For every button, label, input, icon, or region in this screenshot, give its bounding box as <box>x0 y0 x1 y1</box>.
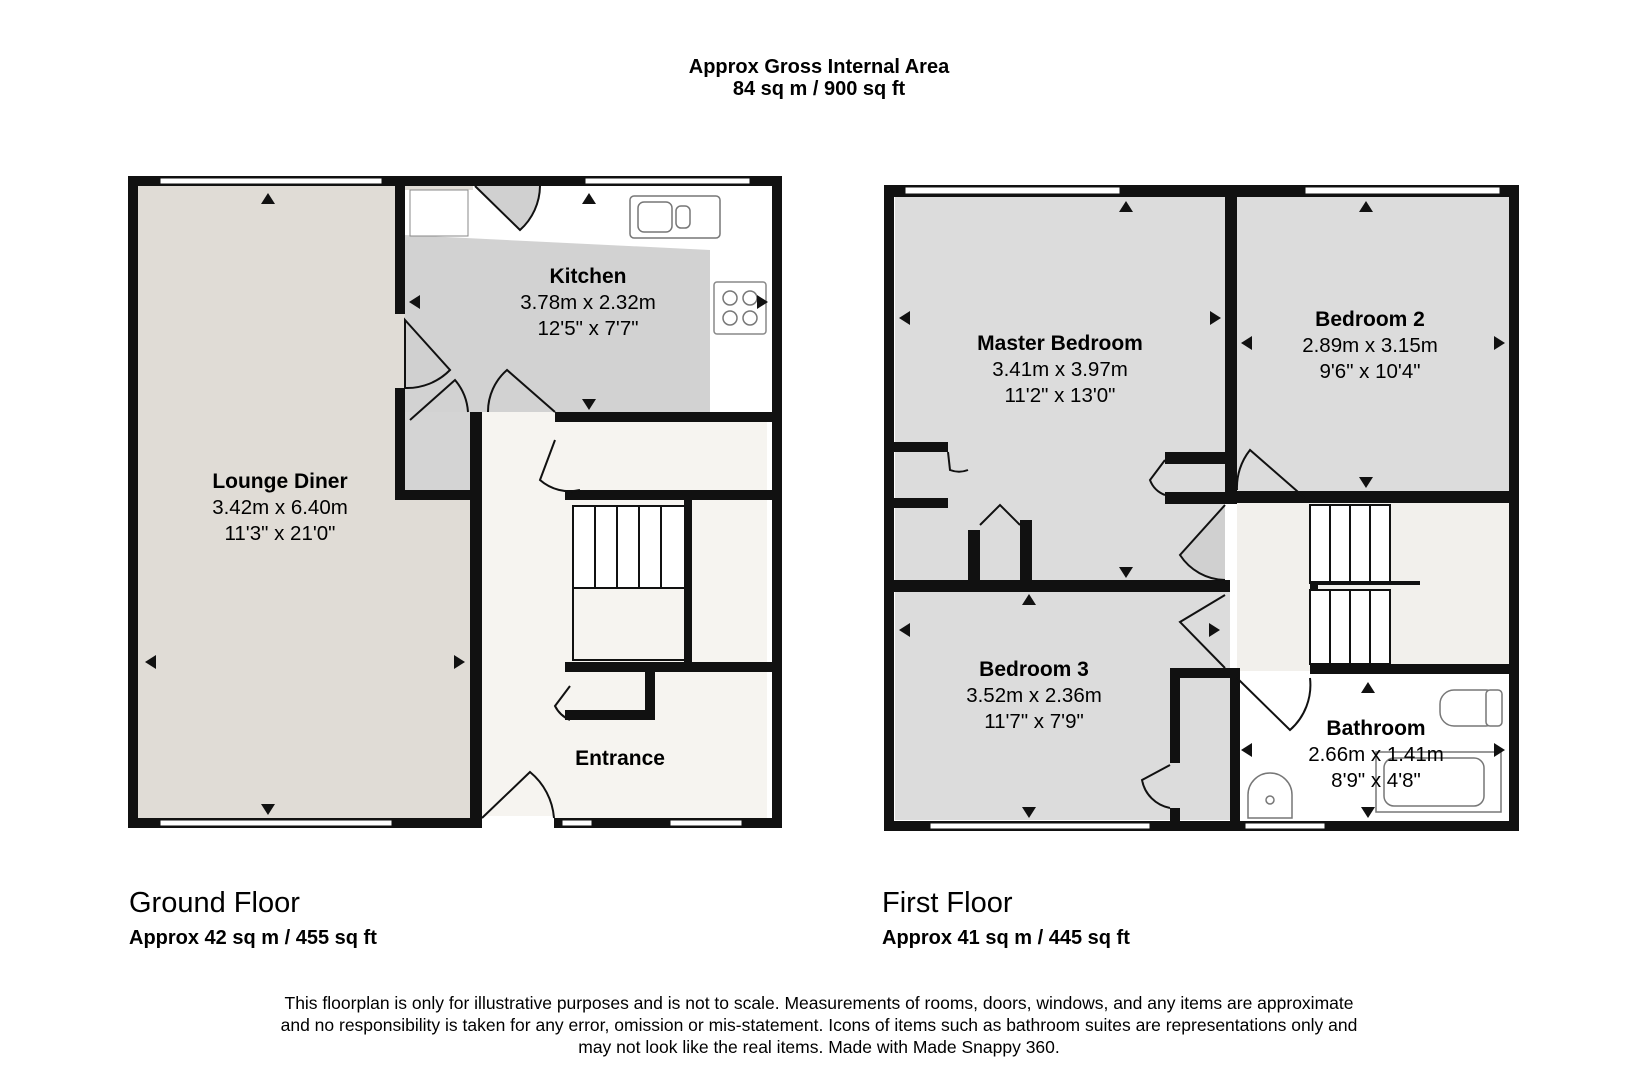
room-metric-bed3: 3.52m x 2.36m <box>966 684 1102 707</box>
disclaimer-line-3: may not look like the real items. Made with Made Snappy 360. <box>578 1037 1060 1057</box>
wall <box>772 176 782 828</box>
disclaimer <box>200 992 1438 1058</box>
room-imperial-kitchen: 12'5" x 7'7" <box>537 317 639 340</box>
wall <box>884 185 894 831</box>
window <box>160 178 382 184</box>
wall <box>128 176 138 828</box>
room-imperial-master: 11'2" x 13'0" <box>1004 384 1116 407</box>
wall <box>565 710 655 720</box>
room-name-bed2: Bedroom 2 <box>1315 308 1425 331</box>
first-floor-area: Approx 41 sq m / 445 sq ft <box>882 927 1130 949</box>
wall <box>1237 491 1519 503</box>
window <box>905 187 1120 194</box>
ground-floor-title: Ground Floor <box>129 887 300 919</box>
room-name-bed3: Bedroom 3 <box>979 658 1089 681</box>
room-name-lounge: Lounge Diner <box>212 470 348 493</box>
wall <box>1020 520 1032 585</box>
wall <box>1509 185 1519 831</box>
window <box>1305 187 1500 194</box>
wall <box>1170 668 1237 678</box>
wall <box>1170 668 1180 763</box>
window <box>562 820 592 826</box>
wall <box>565 662 782 672</box>
room-imperial-bed3: 11'7" x 7'9" <box>984 710 1084 733</box>
wall <box>1170 808 1180 828</box>
wall <box>1230 668 1240 828</box>
room-metric-bathroom: 2.66m x 1.41m <box>1308 743 1444 766</box>
wall <box>645 672 655 720</box>
wall <box>968 530 980 585</box>
room-name-bathroom: Bathroom <box>1326 717 1426 740</box>
room-imperial-bathroom: 8'9" x 4'8" <box>1331 769 1421 792</box>
wall <box>1225 185 1237 495</box>
wall <box>395 176 405 314</box>
room-metric-bed2: 2.89m x 3.15m <box>1302 334 1438 357</box>
wall <box>395 388 405 500</box>
wall <box>470 412 482 828</box>
wall <box>555 412 782 422</box>
wall <box>1165 452 1237 464</box>
cupboard-floor <box>405 412 470 494</box>
room-imperial-lounge: 11'3" x 21'0" <box>224 522 336 545</box>
wall <box>894 498 948 508</box>
window <box>930 823 1150 829</box>
window <box>585 178 750 184</box>
disclaimer-line-1: This floorplan is only for illustrative purposes and is not to scale. Measurements of rooms, doors, windows, and any items are approximate <box>284 993 1354 1013</box>
wall <box>395 490 477 500</box>
window <box>160 820 392 826</box>
room-metric-master: 3.41m x 3.97m <box>992 358 1128 381</box>
gross-area-title: Approx Gross Internal Area <box>688 56 950 78</box>
window <box>1245 823 1325 829</box>
room-imperial-bed2: 9'6" x 10'4" <box>1319 360 1421 383</box>
room-name-entrance: Entrance <box>575 747 665 770</box>
front-door-gap <box>482 816 554 830</box>
disclaimer-line-2: and no responsibility is taken for any error, omission or mis-statement. Icons of items such as bathroom suites are representations only and <box>280 1015 1358 1035</box>
room-name-kitchen: Kitchen <box>549 265 627 288</box>
wall <box>1165 492 1237 504</box>
fridge-icon <box>410 190 468 236</box>
ground-floor-area: Approx 42 sq m / 455 sq ft <box>129 927 377 949</box>
wall <box>894 580 1230 592</box>
ground-stairs <box>573 506 685 660</box>
wall <box>1310 664 1519 674</box>
first-floor-title: First Floor <box>882 887 1013 919</box>
room-name-master: Master Bedroom <box>977 332 1143 355</box>
wall <box>894 442 948 452</box>
wall <box>565 490 782 500</box>
room-metric-lounge: 3.42m x 6.40m <box>212 496 348 519</box>
window <box>670 820 742 826</box>
gross-area-value: 84 sq m / 900 sq ft <box>732 78 906 100</box>
room-metric-kitchen: 3.78m x 2.32m <box>520 291 656 314</box>
